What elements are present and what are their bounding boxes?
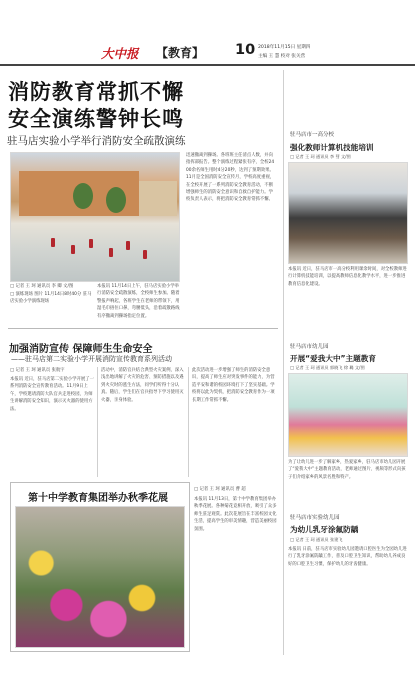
- kindergarten-class-photo: [288, 373, 408, 457]
- rc2-school-name: 驻马店市幼儿园: [290, 344, 329, 350]
- rc2-headline: 开展“爱我大中”主题教育: [290, 354, 376, 363]
- main-body-col1: 本报讯 11月14日上午，驻马店实验小学举行消防安全疏散演练，全校师生参加。随着警报声响起，各班学生在老师的带领下，用湿毛巾捂住口鼻，弯腰低头，沿着疏散路线有序撤离到操场指定位置。: [97, 284, 180, 319]
- school-building: [139, 181, 177, 216]
- computer-training-photo: [288, 162, 408, 264]
- date-line: 2018年11月15日 星期四: [258, 45, 311, 50]
- flower-show-photo: [15, 506, 185, 648]
- student-figure: [71, 245, 75, 254]
- main-photo-caption: □ 演练现场 图片 11月14日8时40分 驻马店实验小学演练现场: [10, 292, 92, 305]
- student-figure: [109, 248, 113, 257]
- masthead-rule: [0, 64, 415, 66]
- flower-show-body: 本报讯 11月13日，第十中学教育集团举办秋季花展。各种菊花竞相开放，吸引了众多师生驻足观赏。此次花展旨在丰富校园文化生活，提高学生的审美情趣，营造美丽校园氛围。: [194, 497, 277, 532]
- masthead: [0, 0, 415, 64]
- main-headline-line1: 消防教育常抓不懈: [8, 80, 184, 104]
- main-headline-line2: 安全演练警钟长鸣: [8, 107, 184, 131]
- column-rule: [188, 367, 189, 477]
- right-column-rule: [283, 70, 284, 655]
- rc1-body: 本报讯 近日，驻马店市一高分校利用课余时间，对全校教师进行计算机技能培训，以提高教师信息化教学水平，进一步推进教育信息化建设。: [288, 267, 407, 287]
- rc1-school-name: 驻马店市一高分校: [290, 132, 335, 138]
- student-figure: [51, 238, 55, 247]
- editor-line: 主编 王 慧 校对 张关营: [258, 54, 306, 59]
- drill-photo: [10, 152, 180, 282]
- flower-show-headline: 第十中学教育集团举办秋季花展: [28, 493, 168, 504]
- tree: [106, 187, 126, 213]
- rc3-byline: □ 记者 王 珂 通讯员 张建飞: [290, 537, 343, 542]
- main-subheadline: 驻马店实验小学举行消防安全疏散演练: [7, 135, 186, 147]
- section-name: 【教育】: [156, 46, 205, 60]
- safety-body-col2: 活动中，消防官兵结合典型火灾案例，深入浅出地讲解了火灾的危害、预防措施以及遇到火灾时的逃生方法，同学们听得十分认真。随后，学生们在官兵指导下学习使用灭火器，亲身体验。: [101, 368, 184, 403]
- safety-headline: 加强消防宣传 保障师生生命安全: [9, 344, 153, 355]
- rc1-headline: 强化教师计算机技能培训: [290, 143, 374, 152]
- student-figure: [126, 241, 130, 250]
- safety-subheadline: ——驻马店第二实验小学开展消防宣传教育系列活动: [11, 355, 172, 363]
- student-figure: [89, 239, 93, 248]
- rc3-body: 本报讯 日前，驻马店市实验幼儿园邀请口腔医生为全园幼儿进行了乳牙涂氟防龋工作，普及口腔卫生知识，帮助幼儿养成良好的口腔卫生习惯，保护幼儿的牙齿健康。: [288, 547, 407, 567]
- flower-show-byline: □ 记者 王 珂 通讯员 曹 超: [194, 487, 246, 492]
- paper-logo: 大中报: [101, 46, 139, 61]
- main-body-col2: 迅速撤离到操场。各班班主任清点人数，并向指挥部报告。整个演练过程紧张有序，全校2400余名师生用时4分20秒，达到了预期效果。11月是全国消防安全宣传月，学校高度重视，在全校开展了一系列消防安全教育活动，不断增强师生的消防安全意识和自救自护能力。学校负责人表示，将把消防安全教育常抓不懈。: [186, 153, 275, 203]
- section-divider: [8, 328, 278, 329]
- safety-body-col1: 本报讯 近日，驻马店第二实验小学开展了一系列消防安全宣传教育活动。11月9日上午，学校邀请消防大队官兵走进校园，为师生讲解消防安全知识，演示灭火器的使用方法。: [10, 377, 94, 412]
- safety-byline: □ 记者 王 珂 通讯员 张航宇: [10, 368, 65, 373]
- rc2-byline: □ 记者 王 珂 通讯员 郭晓飞 徐 璐 文/图: [290, 365, 365, 370]
- rc1-byline: □ 记者 王 珂 通讯员 李 彗 文/图: [290, 154, 351, 159]
- tree: [73, 183, 93, 209]
- rc3-school-name: 驻马店市实验幼儿园: [290, 515, 340, 521]
- page-number: 10: [235, 42, 256, 58]
- main-byline: □ 记者 王 珂 通讯员 李 卿 文/图: [10, 284, 74, 289]
- student-figure: [143, 250, 147, 259]
- safety-body-col3: 此次活动进一步增强了师生的消防安全意识，提高了师生应对突发事件的能力，为营造平安和谐的校园环境打下了坚实基础。学校将以此为契机，把消防安全教育作为一项长期工作常抓不懈。: [192, 368, 275, 403]
- rc2-body: 为了让幼儿进一步了解家乡，热爱家乡，驻马店市幼儿园开展了“爱我大中”主题教育活动，老师通过图片、视频等形式向孩子们介绍家乡的风景名胜和特产。: [288, 460, 406, 480]
- rc3-headline: 为幼儿乳牙涂氟防龋: [290, 525, 359, 534]
- column-rule: [97, 367, 98, 477]
